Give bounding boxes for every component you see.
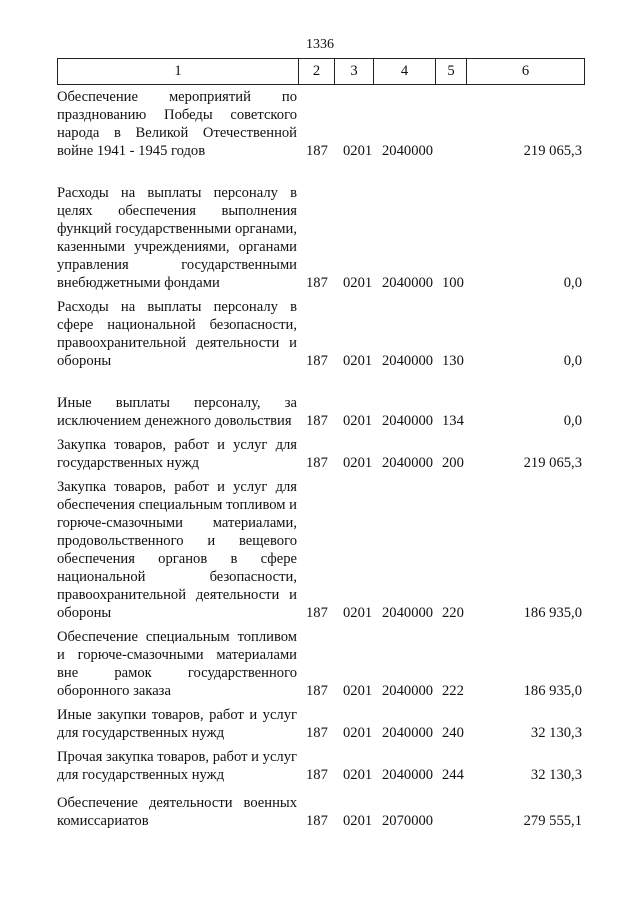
row-code-3: 0201 <box>343 725 373 741</box>
page-number: 1336 <box>306 37 334 52</box>
row-description: Расходы на выплаты персоналу в сфере национальной безопасности, правоохранительной деятельности и обороны <box>57 299 297 369</box>
table-row <box>0 436 640 472</box>
row-code-2: 187 <box>306 683 328 699</box>
table-row <box>0 748 640 784</box>
row-code-2: 187 <box>306 455 328 471</box>
column-header-2: 2 <box>312 63 321 79</box>
table-row <box>0 794 640 830</box>
row-amount: 32 130,3 <box>530 725 582 741</box>
row-code-3: 0201 <box>343 605 373 621</box>
row-code-2: 187 <box>306 275 328 291</box>
row-code-3: 0201 <box>343 353 373 369</box>
row-description: Иные выплаты персоналу, за исключением денежного довольствия <box>57 395 297 429</box>
column-header-6: 6 <box>521 63 530 79</box>
row-amount: 219 065,3 <box>523 143 582 159</box>
row-code-5: 100 <box>442 275 464 291</box>
row-code-4: 2040000 <box>382 605 434 621</box>
table-row <box>0 166 640 292</box>
row-amount: 0,0 <box>563 413 582 429</box>
row-amount: 0,0 <box>563 353 582 369</box>
column-header-1: 1 <box>174 63 182 79</box>
row-code-3: 0201 <box>343 143 373 159</box>
row-code-2: 187 <box>306 725 328 741</box>
row-code-3: 0201 <box>343 275 373 291</box>
row-code-5: 240 <box>442 725 464 741</box>
row-amount: 0,0 <box>563 275 582 291</box>
row-code-5: 244 <box>442 767 464 783</box>
row-code-4: 2040000 <box>382 455 434 471</box>
row-code-2: 187 <box>306 413 328 429</box>
row-amount: 219 065,3 <box>523 455 582 471</box>
row-code-4: 2040000 <box>382 683 434 699</box>
row-code-4: 2040000 <box>382 275 434 291</box>
row-amount: 186 935,0 <box>523 605 582 621</box>
row-code-2: 187 <box>306 605 328 621</box>
row-description: Закупка товаров, работ и услуг для обеспечения специальным топливом и горюче-смазочными материалами, продовольственного и вещевого обеспечения органов в сфере национальной безопасности, правоохранительной деятельности и обороны <box>57 479 297 621</box>
row-code-2: 187 <box>306 353 328 369</box>
column-header-4: 4 <box>400 63 409 79</box>
row-description: Обеспечение мероприятий по празднованию Победы советского народа в Великой Отечественной войне 1941 - 1945 годов <box>57 89 297 159</box>
row-description: Прочая закупка товаров, работ и услуг для государственных нужд <box>57 749 297 783</box>
column-header-5: 5 <box>447 63 455 79</box>
table-row <box>0 628 640 700</box>
row-code-2: 187 <box>306 143 328 159</box>
row-code-2: 187 <box>306 813 328 829</box>
row-amount: 279 555,1 <box>523 813 582 829</box>
row-amount: 186 935,0 <box>523 683 582 699</box>
row-description: Обеспечение деятельности военных комиссариатов <box>57 795 297 829</box>
table-row <box>0 478 640 622</box>
column-header-3: 3 <box>350 63 358 79</box>
table-row <box>0 376 640 430</box>
row-code-5: 134 <box>442 413 464 429</box>
row-code-5: 222 <box>442 683 464 699</box>
table-row <box>0 706 640 742</box>
table-row <box>0 298 640 370</box>
row-code-4: 2040000 <box>382 725 434 741</box>
row-code-3: 0201 <box>343 413 373 429</box>
row-code-4: 2070000 <box>382 813 434 829</box>
row-code-3: 0201 <box>343 813 373 829</box>
row-description: Закупка товаров, работ и услуг для государственных нужд <box>57 437 297 471</box>
row-code-3: 0201 <box>343 767 373 783</box>
row-code-3: 0201 <box>343 455 373 471</box>
row-code-5: 200 <box>442 455 464 471</box>
row-code-5: 130 <box>442 353 464 369</box>
row-description: Расходы на выплаты персоналу в целях обеспечения выполнения функций государственными органами, казенными учреждениями, органами управления государственными внебюджетными фондами <box>57 185 297 291</box>
row-code-3: 0201 <box>343 683 373 699</box>
row-amount: 32 130,3 <box>530 767 582 783</box>
row-code-4: 2040000 <box>382 767 434 783</box>
table-row <box>0 88 640 160</box>
table-header <box>57 58 585 85</box>
row-code-4: 2040000 <box>382 413 434 429</box>
row-code-2: 187 <box>306 767 328 783</box>
row-code-4: 2040000 <box>382 353 434 369</box>
row-description: Обеспечение специальным топливом и горюче-смазочными материалами вне рамок государственного оборонного заказа <box>57 629 297 699</box>
row-description: Иные закупки товаров, работ и услуг для государственных нужд <box>57 707 297 741</box>
row-code-5: 220 <box>442 605 464 621</box>
row-code-4: 2040000 <box>382 143 434 159</box>
